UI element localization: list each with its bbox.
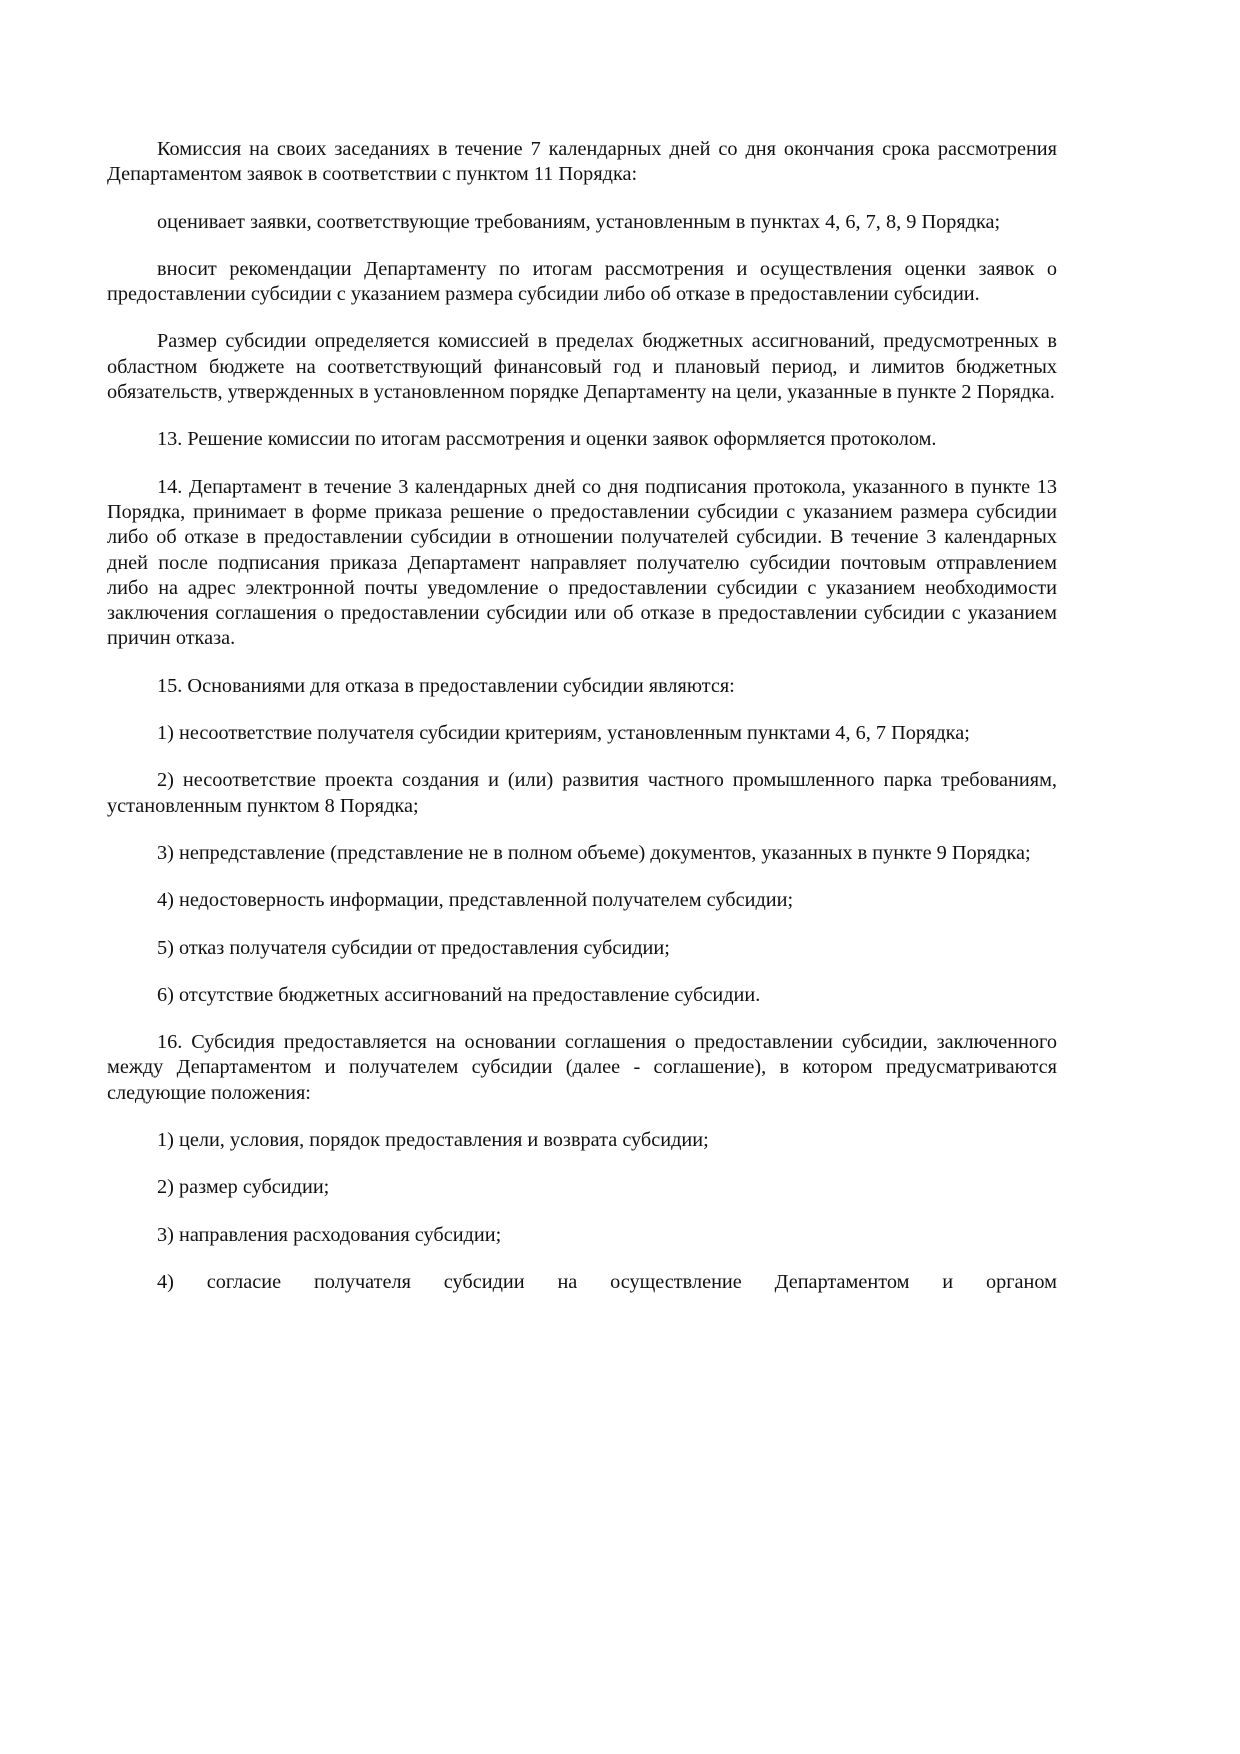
paragraph: 5) отказ получателя субсидии от предоставления субсидии; bbox=[157, 936, 670, 959]
paragraph: 1) цели, условия, порядок предоставления и возврата субсидии; bbox=[157, 1129, 709, 1152]
paragraph: Комиссия на своих заседаниях в течение 7 календарных дней со дня окончания срока рассмотрения Департаментом заявок в соответствии с пунктом 11 Порядка: bbox=[107, 138, 1057, 186]
paragraph: 4) недостоверность информации, представленной получателем субсидии; bbox=[157, 889, 794, 912]
paragraph: 14. Департамент в течение 3 календарных дней со дня подписания протокола, указанного в пункте 13 Порядка, принимает в форме приказа решение о предоставлении субсидии с указанием размера субсидии либо об отказе в предоставлении субсидии в отношении получателей субсидии. В течение 3 календарных дней после подписания приказа Департамент направляет получателю субсидии почтовым отправлением либо на адрес электронной почты уведомление о предоставлении субсидии с указанием необходимости заключения соглашения о предоставлении субсидии или об отказе в предоставлении субсидии с указанием причин отказа. bbox=[107, 475, 1057, 650]
paragraph: оценивает заявки, соответствующие требованиям, установленным в пунктах 4, 6, 7, 8, 9 Порядка; bbox=[157, 210, 1001, 233]
paragraph: 15. Основаниями для отказа в предоставлении субсидии являются: bbox=[157, 674, 735, 697]
paragraph: 1) несоответствие получателя субсидии критериям, установленным пунктами 4, 6, 7 Порядка; bbox=[157, 722, 970, 745]
paragraph: 13. Решение комиссии по итогам рассмотрения и оценки заявок оформляется протоколом. bbox=[157, 428, 937, 451]
paragraph: 3) направления расходования субсидии; bbox=[157, 1223, 502, 1246]
paragraph: 3) непредставление (представление не в полном объеме) документов, указанных в пункте 9 Порядка; bbox=[157, 841, 1031, 864]
paragraph: 2) размер субсидии; bbox=[157, 1176, 330, 1199]
paragraph: 2) несоответствие проекта создания и (или) развития частного промышленного парка требованиям, установленным пунктом 8 Порядка; bbox=[107, 769, 1057, 817]
paragraph: вносит рекомендации Департаменту по итогам рассмотрения и осуществления оценки заявок о предоставлении субсидии с указанием размера субсидии либо об отказе в предоставлении субсидии. bbox=[107, 257, 1057, 306]
document-page bbox=[107, 137, 1057, 1317]
paragraph: 4) согласие получателя субсидии на осуществление Департаментом и органом bbox=[157, 1270, 1057, 1293]
paragraph: Размер субсидии определяется комиссией в пределах бюджетных ассигнований, предусмотренных в областном бюджете на соответствующий финансовый год и плановый период, и лимитов бюджетных обязательств, утвержденных в установленном порядке Департаменту на цели, указанные в пункте 2 Порядка. bbox=[107, 330, 1057, 404]
paragraph: 16. Субсидия предоставляется на основании соглашения о предоставлении субсидии, заключенного между Департаментом и получателем субсидии (далее - соглашение), в котором предусматриваются следующие положения: bbox=[107, 1031, 1057, 1104]
paragraph: 6) отсутствие бюджетных ассигнований на предоставление субсидии. bbox=[157, 983, 761, 1006]
